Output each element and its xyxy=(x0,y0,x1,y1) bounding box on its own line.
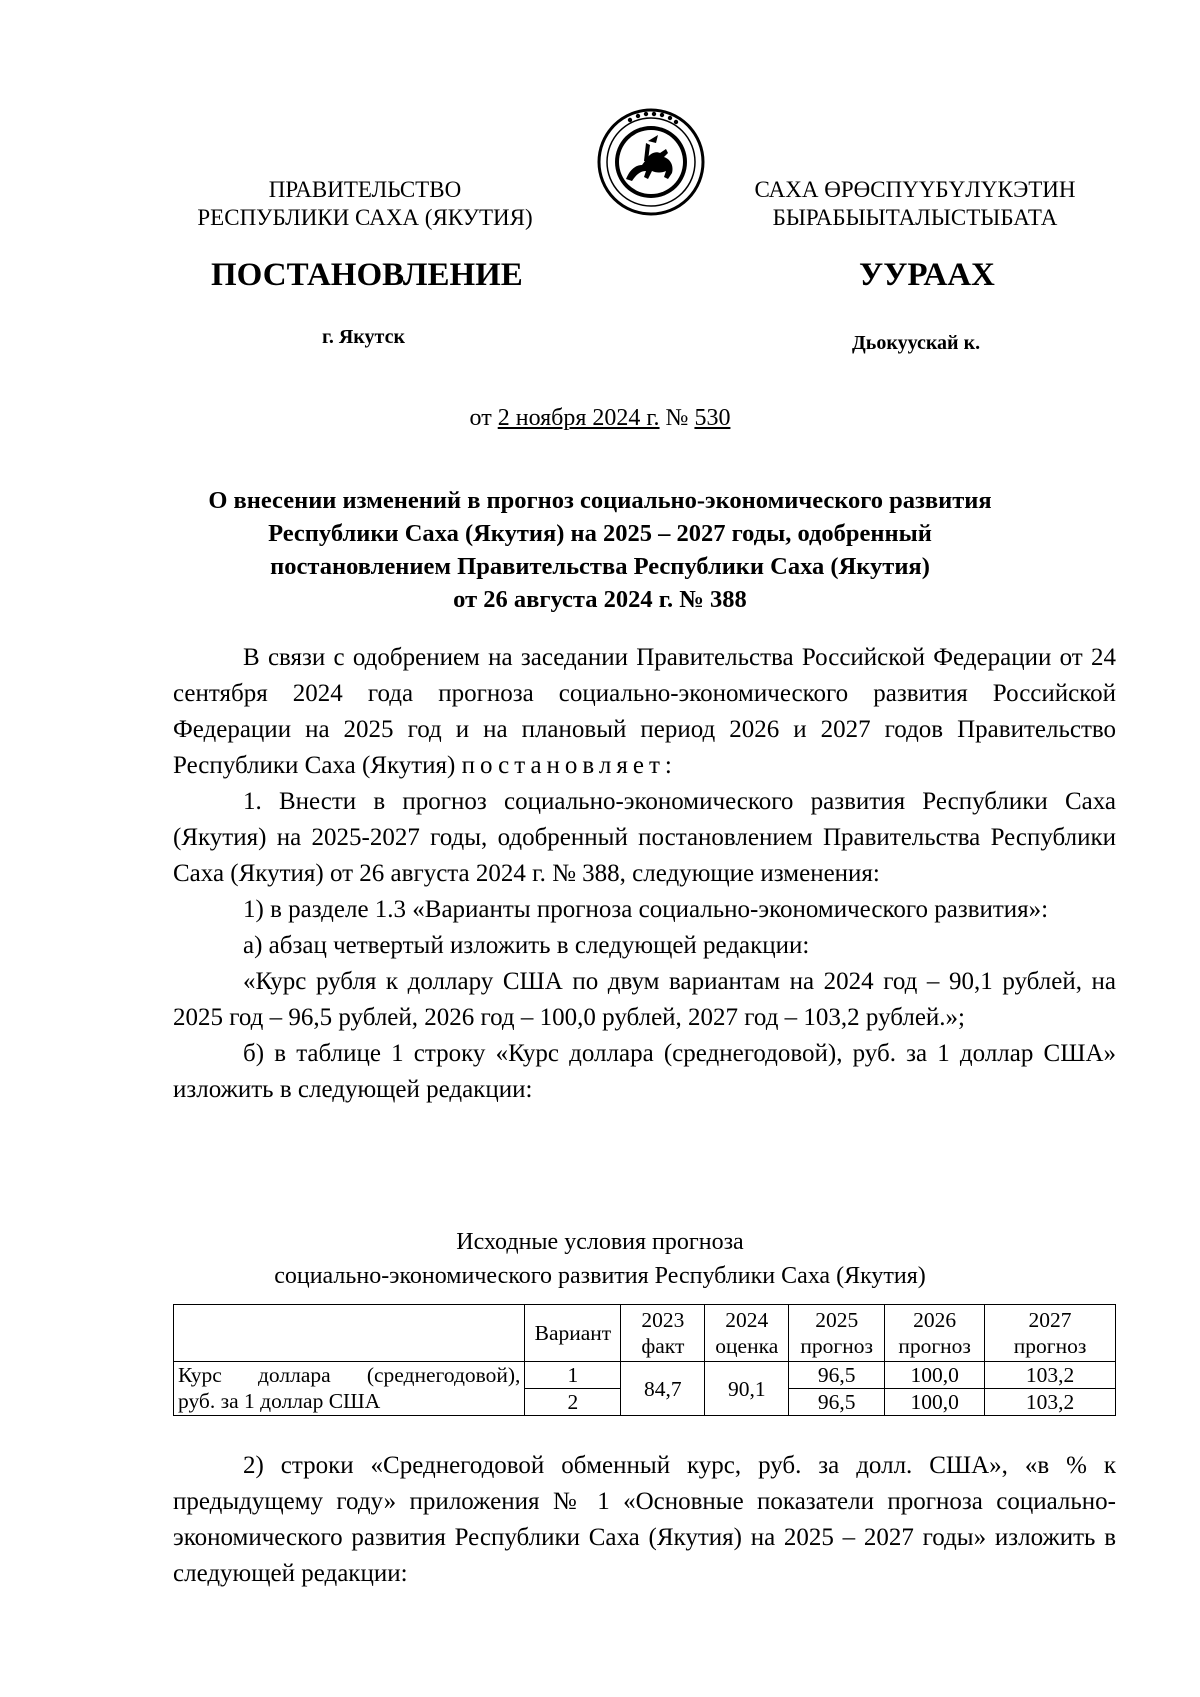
number-sign: № xyxy=(665,405,689,431)
document-body-continued xyxy=(173,1448,1116,1592)
government-name-sah xyxy=(735,176,1095,232)
value-2027-cell: 103,2 xyxy=(985,1389,1116,1416)
variant-cell: 1 xyxy=(525,1362,621,1389)
city-sah: Дьокуускай к. xyxy=(852,332,981,354)
table-row xyxy=(174,1362,1116,1389)
header-2024-kind: оценка xyxy=(715,1334,779,1358)
paragraph-preamble xyxy=(173,640,1116,784)
header-2024 xyxy=(705,1305,789,1362)
header-2027 xyxy=(985,1305,1116,1362)
variant-cell: 2 xyxy=(525,1389,621,1416)
table-caption xyxy=(0,1225,1200,1293)
government-name-ru xyxy=(185,176,545,232)
value-2026-cell: 100,0 xyxy=(885,1389,985,1416)
document-number: 530 xyxy=(694,405,731,431)
government-name-sah-line2: БЫРАБЫЫТАЛЫСТЫБАТА xyxy=(772,205,1058,230)
city-ru: г. Якутск xyxy=(322,326,405,348)
forecast-table xyxy=(173,1304,1116,1416)
government-name-sah-line1: САХА ӨРӨСПҮҮБҮЛҮКЭТИН xyxy=(754,177,1076,202)
government-name-ru-line1: ПРАВИТЕЛЬСТВО xyxy=(268,177,462,202)
header-2026-year: 2026 xyxy=(913,1308,957,1332)
subject-line-3: постановлением Правительства Республики Саха (Якутия) xyxy=(270,553,930,580)
paragraph-subitem-1: 1) в разделе 1.3 «Варианты прогноза социально-экономического развития»: xyxy=(243,896,1049,923)
header-2026-kind: прогноз xyxy=(898,1334,971,1358)
header-2025-kind: прогноз xyxy=(800,1334,873,1358)
indicator-line2: руб. за 1 доллар США xyxy=(178,1389,381,1413)
header-variant: Вариант xyxy=(525,1305,621,1362)
document-date: 2 ноября 2024 г. xyxy=(497,405,660,431)
resolves-word: постановляет: xyxy=(461,752,677,779)
value-2027-cell: 103,2 xyxy=(985,1362,1116,1389)
value-2024-cell: 90,1 xyxy=(705,1362,789,1416)
document-type-sah: УУРААХ xyxy=(859,257,995,293)
header-2024-year: 2024 xyxy=(725,1308,769,1332)
indicator-line1: Курс доллара (среднегодовой), xyxy=(178,1363,521,1387)
table-caption-line2: социально-экономического развития Республики Саха (Якутия) xyxy=(274,1263,926,1289)
value-2023-cell: 84,7 xyxy=(621,1362,705,1416)
paragraph-subitem-b: б) в таблице 1 строку «Курс доллара (среднегодовой), руб. за 1 доллар США» изложить в следующей редакции: xyxy=(173,1040,1116,1103)
header-2026 xyxy=(885,1305,985,1362)
subject-line-1: О внесении изменений в прогноз социально-экономического развития xyxy=(208,487,992,514)
table-header-row xyxy=(174,1305,1116,1362)
header-indicator xyxy=(174,1305,525,1362)
document-date-number xyxy=(0,403,1200,433)
value-2025-cell: 96,5 xyxy=(789,1389,885,1416)
subject-line-2: Республики Саха (Якутия) на 2025 – 2027 годы, одобренный xyxy=(268,520,932,547)
date-prefix: от xyxy=(469,405,492,431)
table-caption-line1: Исходные условия прогноза xyxy=(456,1229,744,1255)
preamble-text: В связи с одобрением на заседании Правительства Российской Федерации от 24 сентября 2024 года прогноза социально-экономического развития Российской Федерации на 2025 год и на плановый период 2026 и 2027 годов Правительство Республики Саха (Якутия) xyxy=(173,644,1116,779)
value-2026-cell: 100,0 xyxy=(885,1362,985,1389)
header-2027-year: 2027 xyxy=(1028,1308,1072,1332)
subject-line-4: от 26 августа 2024 г. № 388 xyxy=(453,586,747,613)
value-2025-cell: 96,5 xyxy=(789,1362,885,1389)
government-name-ru-line2: РЕСПУБЛИКИ САХА (ЯКУТИЯ) xyxy=(197,205,533,230)
header-2023-kind: факт xyxy=(641,1334,685,1358)
header-2025 xyxy=(789,1305,885,1362)
document-subject xyxy=(150,484,1050,616)
header-2023-year: 2023 xyxy=(641,1308,685,1332)
header-2023 xyxy=(621,1305,705,1362)
document-body xyxy=(173,640,1116,1108)
paragraph-quoted-rate: «Курс рубля к доллару США по двум вариантам на 2024 год – 90,1 рублей, на 2025 год – 96,5 рублей, 2026 год – 100,0 рублей, 2027 год – 103,2 рублей.»; xyxy=(173,968,1116,1031)
paragraph-subitem-2: 2) строки «Среднегодовой обменный курс, руб. за долл. США», «в % к предыдущему году» приложения № 1 «Основные показатели прогноза социально-экономического развития Республики Саха (Якутия) на 2025 – 2027 годы» изложить в следующей редакции: xyxy=(173,1452,1116,1587)
paragraph-subitem-a: а) абзац четвертый изложить в следующей редакции: xyxy=(243,932,810,959)
header-2025-year: 2025 xyxy=(815,1308,859,1332)
paragraph-item-1: 1. Внести в прогноз социально-экономического развития Республики Саха (Якутия) на 2025-2027 годы, одобренный постановлением Правительства Республики Саха (Якутия) от 26 августа 2024 г. № 388, следующие изменения: xyxy=(173,788,1116,887)
header-2027-kind: прогноз xyxy=(1013,1334,1087,1358)
coat-of-arms-emblem-icon xyxy=(596,107,706,217)
document-type-ru: ПОСТАНОВЛЕНИЕ xyxy=(211,257,523,293)
indicator-cell xyxy=(174,1362,525,1416)
